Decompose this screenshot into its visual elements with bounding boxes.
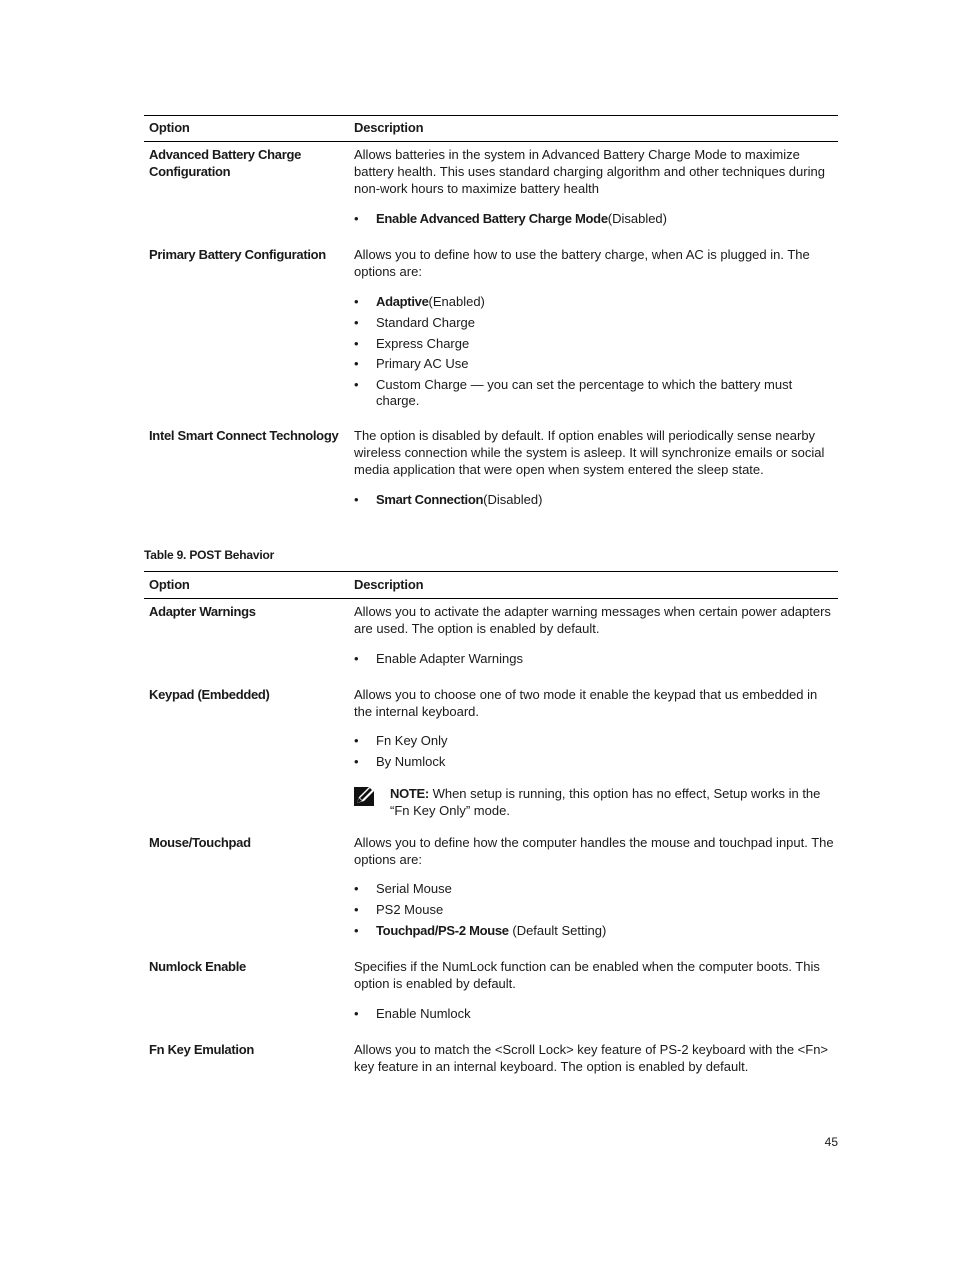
table9-header-option: Option: [149, 577, 190, 592]
option-description: Allows you to define how to use the battery charge, when AC is plugged in. The options are:: [354, 247, 810, 279]
setting-value: Custom Charge — you can set the percentage to which the battery must charge.: [376, 377, 793, 408]
option-description: Allows you to match the <Scroll Lock> key feature of PS-2 keyboard with the <Fn> key feature in an internal keyboard. The option is enabled by default.: [354, 1042, 829, 1074]
table8-header-option: Option: [149, 120, 190, 135]
setting-name: Enable Advanced Battery Charge Mode: [376, 211, 608, 226]
bullet: •: [354, 923, 359, 938]
option-description: Specifies if the NumLock function can be enabled when the computer boots. This option is enabled by default.: [354, 959, 820, 991]
table8-header-description: Description: [354, 120, 424, 135]
option-description: Allows you to activate the adapter warning messages when certain power adapters are used. The option is enabled by default.: [354, 604, 831, 636]
bullet: •: [354, 1006, 359, 1021]
setting-value: Fn Key Only: [376, 733, 448, 748]
bullet: •: [354, 881, 359, 896]
setting-value: Express Charge: [376, 336, 470, 351]
option-name: Primary Battery Configuration: [149, 247, 326, 262]
setting-value: Enable Numlock: [376, 1006, 471, 1021]
option-name: Intel Smart Connect Technology: [149, 428, 339, 443]
setting-value: Primary AC Use: [376, 356, 469, 371]
bullet: •: [354, 754, 359, 769]
setting-name: Smart Connection: [376, 492, 484, 507]
option-name: Numlock Enable: [149, 959, 246, 974]
note-label: NOTE:: [390, 786, 429, 801]
setting-value: (Disabled): [607, 211, 667, 226]
bullet: •: [354, 651, 359, 666]
setting-value: PS2 Mouse: [376, 902, 444, 917]
table8-header-rule: [144, 141, 838, 142]
option-name: Mouse/Touchpad: [149, 835, 251, 850]
setting-name: Touchpad/PS-2 Mouse: [376, 923, 509, 938]
bullet: •: [354, 902, 359, 917]
option-name: Advanced Battery Charge Configuration: [149, 147, 302, 179]
table8-top-rule: [144, 115, 838, 116]
option-description: Allows batteries in the system in Advanced Battery Charge Mode to maximize battery health. This uses standard charging algorithm and other techniques during non-work hours to maximize battery health: [354, 147, 825, 196]
note-body: When setup is running, this option has no effect, Setup works in the “Fn Key Only” mode.: [390, 786, 821, 818]
page-number: 45: [824, 1135, 838, 1149]
option-description: Allows you to choose one of two mode it enable the keypad that us embedded in the internal keyboard.: [354, 687, 818, 719]
option-description: Allows you to define how the computer handles the mouse and touchpad input. The options are:: [354, 835, 834, 867]
option-description: The option is disabled by default. If option enables will periodically sense nearby wireless connection while the system is asleep. It will synchronize emails or social media application that were open when system entered the sleep state.: [354, 428, 825, 477]
pencil-note-icon: [354, 785, 376, 807]
table-caption: Table 9. POST Behavior: [144, 548, 275, 562]
option-name: Adapter Warnings: [149, 604, 256, 619]
bullet: •: [354, 356, 359, 371]
bullet: •: [354, 211, 359, 226]
option-name: Fn Key Emulation: [149, 1042, 254, 1057]
setting-name: Adaptive: [376, 294, 429, 309]
setting-value: Serial Mouse: [376, 881, 452, 896]
setting-value: By Numlock: [376, 754, 446, 769]
bullet: •: [354, 315, 359, 330]
bullet: •: [354, 492, 359, 507]
setting-value: Enable Adapter Warnings: [376, 651, 523, 666]
table9-header-description: Description: [354, 577, 424, 592]
setting-value: Standard Charge: [376, 315, 476, 330]
note-text: [390, 785, 830, 819]
bullet: •: [354, 733, 359, 748]
setting-value: (Default Setting): [508, 923, 607, 938]
setting-value: (Enabled): [428, 294, 485, 309]
table9-top-rule: [144, 571, 838, 572]
setting-value: (Disabled): [483, 492, 543, 507]
table9-header-rule: [144, 598, 838, 599]
option-name: Keypad (Embedded): [149, 687, 270, 702]
bullet: •: [354, 377, 359, 392]
bullet: •: [354, 336, 359, 351]
bullet: •: [354, 294, 359, 309]
